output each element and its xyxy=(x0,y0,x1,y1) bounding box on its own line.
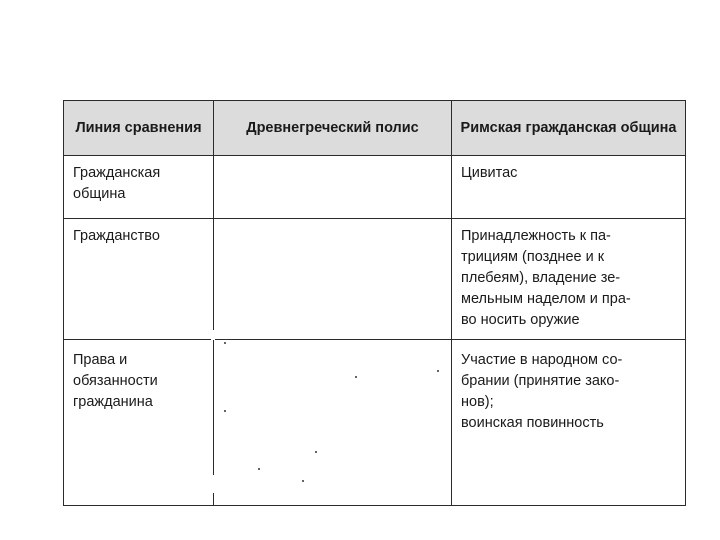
cell-line-rights-duties xyxy=(64,340,214,506)
cell-roman-rights-duties xyxy=(452,340,686,506)
cell-line-citizenship xyxy=(64,219,214,340)
header-comparison-line-text: Линия сравнения xyxy=(75,119,202,136)
cell-text: трициям (позднее и к xyxy=(461,249,605,265)
cell-roman-civic-community xyxy=(452,156,686,219)
cell-text: мельным наделом и пра- xyxy=(461,291,631,307)
cell-text: воинская повинность xyxy=(461,415,604,431)
comparison-table-container xyxy=(63,100,685,492)
cell-text: брании (принятие зако- xyxy=(461,373,620,389)
cell-text: во носить оружие xyxy=(461,312,580,328)
scan-artifact-speck xyxy=(355,376,357,378)
cell-text: Гражданская xyxy=(73,165,161,181)
header-greek-polis-text: Древнегреческий полис xyxy=(246,119,419,136)
header-greek-polis xyxy=(214,101,452,156)
cell-text: Права и xyxy=(73,352,128,368)
cell-line-civic-community xyxy=(64,156,214,219)
cell-greek-civic-community xyxy=(214,156,452,219)
header-comparison-line xyxy=(64,101,214,156)
table-row xyxy=(64,156,686,219)
table-row xyxy=(64,219,686,340)
cell-roman-citizenship xyxy=(452,219,686,340)
cell-text: Участие в народном со- xyxy=(461,352,623,368)
scan-artifact-speck xyxy=(258,468,260,470)
cell-text: Гражданство xyxy=(73,228,160,244)
table-header-row xyxy=(64,101,686,156)
scan-artifact-speck xyxy=(224,410,226,412)
table-row xyxy=(64,340,686,506)
scan-artifact-gap xyxy=(211,330,215,340)
scan-artifact-speck xyxy=(224,342,226,344)
cell-text: Цивитас xyxy=(461,165,518,181)
cell-text: обязанности xyxy=(73,373,158,389)
cell-text: гражданина xyxy=(73,394,153,410)
cell-text: нов); xyxy=(461,394,494,410)
scan-artifact-gap xyxy=(140,488,185,494)
scan-artifact-speck xyxy=(315,451,317,453)
cell-text: плебеям), владение зе- xyxy=(461,270,621,286)
cell-text: Принадлежность к па- xyxy=(461,228,611,244)
scan-artifact-gap xyxy=(211,475,215,493)
cell-text: община xyxy=(73,186,126,202)
cell-greek-rights-duties xyxy=(214,340,452,506)
scan-artifact-speck xyxy=(437,370,439,372)
header-roman-community-text: Римская гражданская община xyxy=(460,119,677,136)
scan-artifact-speck xyxy=(302,480,304,482)
comparison-table xyxy=(63,100,686,506)
header-roman-community xyxy=(452,101,686,156)
cell-greek-citizenship xyxy=(214,219,452,340)
